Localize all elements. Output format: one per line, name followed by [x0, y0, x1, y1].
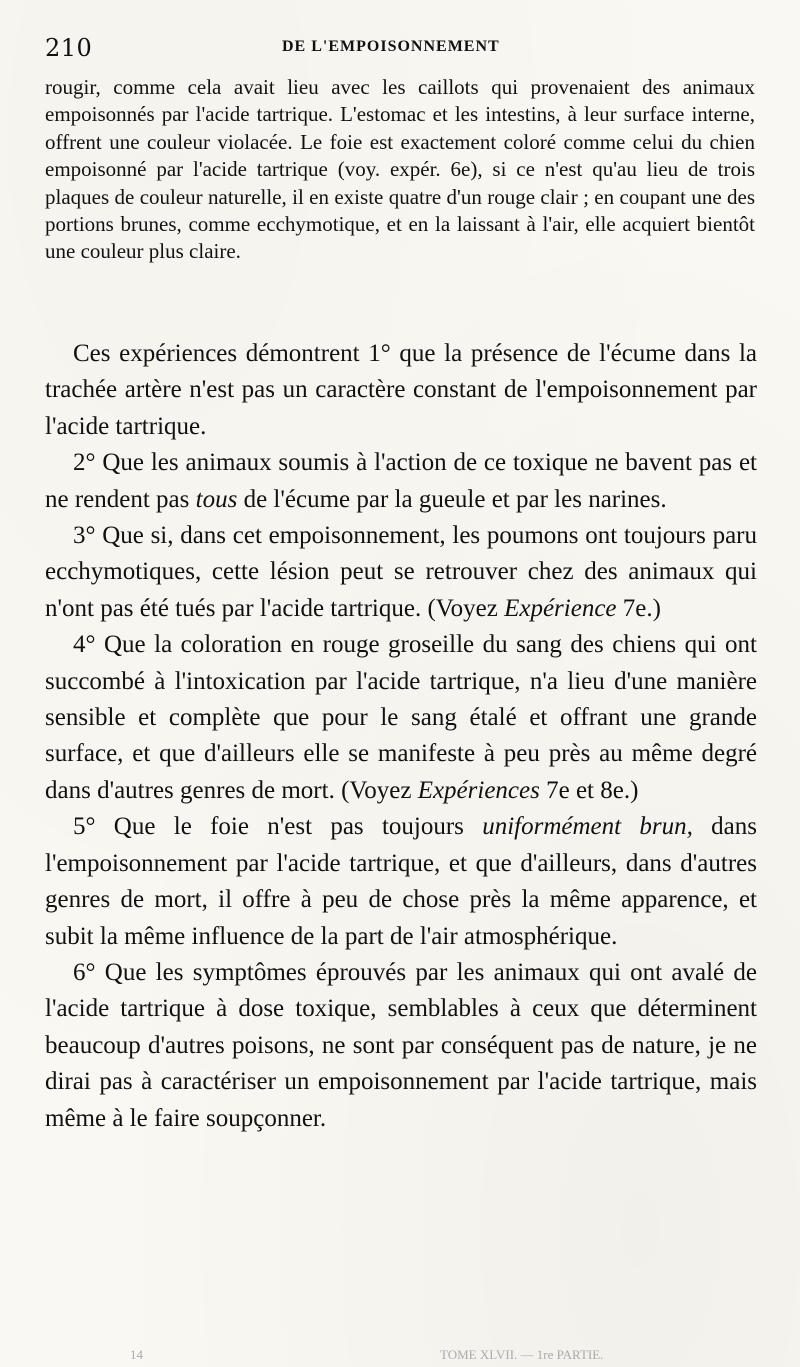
conclusion-4-text-a: 4° Que la coloration en rouge groseille du sang des chiens qui ont succombé à l'intoxication par l'acide tartrique, n'a lieu d'une manière sensible et complète que pour le sang étalé et offrant une grande surface, et que d'ailleurs elle se manifeste à peu près au même degré dans d'autres genres de mort. (Voyez	[45, 631, 757, 804]
conclusion-5	[45, 809, 757, 955]
conclusion-4-italic: Expériences	[417, 776, 540, 804]
running-head: DE L'EMPOISONNEMENT	[282, 38, 500, 55]
conclusion-6	[45, 955, 757, 1137]
signature-mark: 14	[130, 1347, 143, 1362]
bleed-through-footer: TOME XLVII. — 1re PARTIE.	[440, 1347, 604, 1362]
experiment-description	[45, 74, 755, 266]
conclusion-1-text: Ces expériences démontrent 1° que la présence de l'écume dans la trachée artère n'est pas un caractère constant de l'empoisonnement par l'acide tartrique.	[45, 340, 757, 440]
conclusion-5-text-b: dans l'empoisonnement par l'acide tartrique, et que d'ailleurs, dans d'autres genres de mort, il offre à peu de chose près la même apparence, et subit la même influence de la part de l'air atmosphérique.	[45, 813, 758, 950]
page-number: 210	[45, 34, 93, 62]
conclusion-5-text-a: 5° Que le foie n'est pas toujours	[73, 813, 483, 841]
conclusion-2-text-a: 2° Que les animaux soumis à l'action de ce toxique ne bavent pas et ne rendent pas	[45, 449, 757, 513]
page-header	[45, 34, 752, 64]
conclusion-3-italic: Expérience	[504, 594, 617, 622]
conclusion-3-text-a: 3° Que si, dans cet empoisonnement, les poumons ont toujours paru ecchymotiques, cette lésion peut se retrouver chez des animaux qui n'ont pas été tués par l'acide tartrique. (Voyez	[45, 522, 757, 622]
conclusion-5-italic: uniformément brun,	[482, 813, 693, 841]
conclusion-2-text-b: de l'écume par la gueule et par les narines.	[237, 485, 667, 513]
conclusion-4-text-b: 7e et 8e.)	[539, 776, 639, 804]
conclusion-3-text-b: 7e.)	[616, 594, 661, 622]
conclusion-4	[45, 627, 757, 809]
experiment-paragraph: rougir, comme cela avait lieu avec les caillots qui provenaient des animaux empoisonnés par l'acide tartrique. L'estomac et les intestins, à leur surface interne, offrent une couleur violacée. Le foie est exactement coloré comme celui du chien empoisonné par l'acide tartrique (voy. expér. 6e), si ce n'est qu'au lieu de trois plaques de couleur naturelle, il en existe quatre d'un rouge clair ; en coupant une des portions brunes, comme ecchymotique, et en la laissant à l'air, elle acquiert bientôt une couleur plus claire.	[45, 75, 755, 264]
conclusion-2-italic: tous	[195, 485, 238, 513]
conclusion-3	[45, 518, 757, 627]
conclusion-2	[45, 445, 757, 518]
conclusion-6-text: 6° Que les symptômes éprouvés par les animaux qui ont avalé de l'acide tartrique à dose toxique, semblables à ceux que déterminent beaucoup d'autres poisons, ne sont par conséquent pas de nature, je ne dirai pas à caractériser un empoisonnement par l'acide tartrique, mais même à le faire soupçonner.	[45, 958, 757, 1132]
conclusions-section	[45, 336, 757, 1137]
conclusion-1	[45, 336, 757, 445]
